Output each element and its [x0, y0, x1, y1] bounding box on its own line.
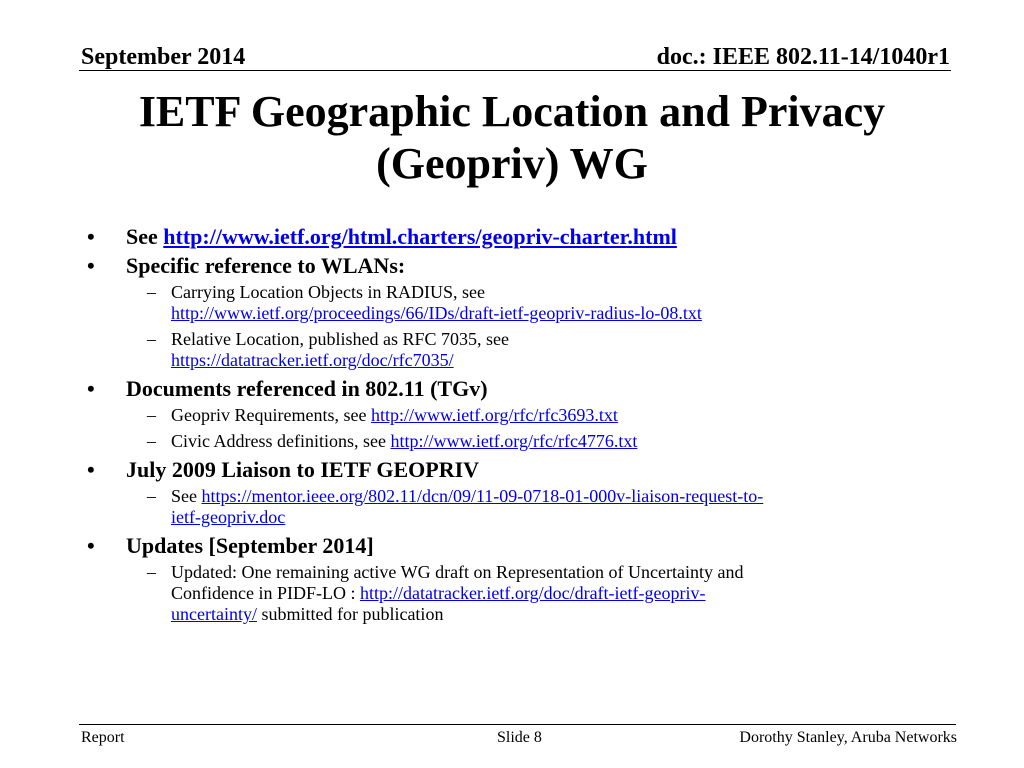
charter-link[interactable]: http://www.ietf.org/html.charters/geopriv-charter.html	[163, 224, 677, 249]
liaison-doc-link[interactable]: https://mentor.ieee.org/802.11/dcn/09/11-09-0718-01-000v-liaison-request-to-	[201, 486, 764, 506]
rfc4776-link[interactable]: http://www.ietf.org/rfc/rfc4776.txt	[390, 431, 638, 451]
bullet-tgv-documents	[0, 376, 1024, 401]
subbullet-civic-address	[0, 431, 1024, 452]
bullet-text: July 2009 Liaison to IETF GEOPRIV	[126, 457, 480, 482]
slide-title	[60, 86, 964, 190]
header-date: September 2014	[81, 44, 246, 70]
bullet-marker: •	[87, 457, 95, 482]
footer-author: Dorothy Stanley, Aruba Networks	[739, 729, 957, 746]
footer-divider	[79, 724, 956, 725]
bullet-updates	[0, 533, 1024, 558]
bullet-marker: •	[87, 533, 95, 558]
dash-marker: –	[147, 329, 156, 349]
radius-draft-link[interactable]: http://www.ietf.org/proceedings/66/IDs/draft-ietf-geopriv-radius-lo-08.txt	[171, 303, 702, 323]
subbullet-text: Carrying Location Objects in RADIUS, see	[171, 282, 485, 302]
subbullet-text: Relative Location, published as RFC 7035, see	[171, 329, 509, 349]
bullet-liaison	[0, 457, 1024, 482]
header-divider	[79, 70, 951, 71]
bullet-marker: •	[87, 224, 95, 249]
dash-marker: –	[147, 562, 156, 582]
subbullet-text-line-2: Confidence in PIDF-LO :	[171, 583, 360, 603]
slide-body	[0, 224, 1024, 630]
dash-marker: –	[147, 431, 156, 451]
liaison-doc-link-continued[interactable]: ietf-geopriv.doc	[171, 507, 286, 527]
subbullet-liaison-doc	[0, 486, 1024, 528]
subbullet-relative-location	[0, 329, 1024, 371]
subbullet-text: Civic Address definitions, see	[171, 431, 391, 451]
header-doc-id: doc.: IEEE 802.11-14/1040r1	[656, 44, 950, 70]
dash-marker: –	[147, 282, 156, 302]
bullet-marker: •	[87, 253, 95, 278]
dash-marker: –	[147, 486, 156, 506]
uncertainty-draft-link[interactable]: http://datatracker.ietf.org/doc/draft-ietf-geopriv-	[359, 583, 706, 603]
bullet-text: Documents referenced in 802.11 (TGv)	[126, 376, 488, 401]
dash-marker: –	[147, 405, 156, 425]
uncertainty-draft-link-continued[interactable]: uncertainty/	[171, 604, 257, 624]
slide-number: Slide 8	[497, 729, 542, 746]
bullet-see-charter	[0, 224, 1024, 249]
bullet-text: Specific reference to WLANs:	[126, 253, 406, 278]
subbullet-uncertainty-draft	[0, 562, 1024, 625]
bullet-marker: •	[87, 376, 95, 401]
rfc7035-link[interactable]: https://datatracker.ietf.org/doc/rfc7035/	[171, 350, 454, 370]
subbullet-suffix: submitted for publication	[256, 604, 444, 624]
subbullet-geopriv-requirements	[0, 405, 1024, 426]
subbullet-text: See	[171, 486, 202, 506]
title-line-2: (Geopriv) WG	[376, 139, 648, 188]
rfc3693-link[interactable]: http://www.ietf.org/rfc/rfc3693.txt	[370, 405, 618, 425]
bullet-text: See	[126, 224, 164, 249]
subbullet-radius	[0, 282, 1024, 324]
bullet-text: Updates [September 2014]	[126, 533, 374, 558]
bullet-wlan-reference	[0, 253, 1024, 278]
footer-left: Report	[81, 729, 125, 746]
title-line-1: IETF Geographic Location and Privacy	[138, 87, 886, 136]
subbullet-text-line-1: Updated: One remaining active WG draft on Representation of Uncertainty and	[171, 562, 744, 582]
subbullet-text: Geopriv Requirements, see	[171, 405, 371, 425]
